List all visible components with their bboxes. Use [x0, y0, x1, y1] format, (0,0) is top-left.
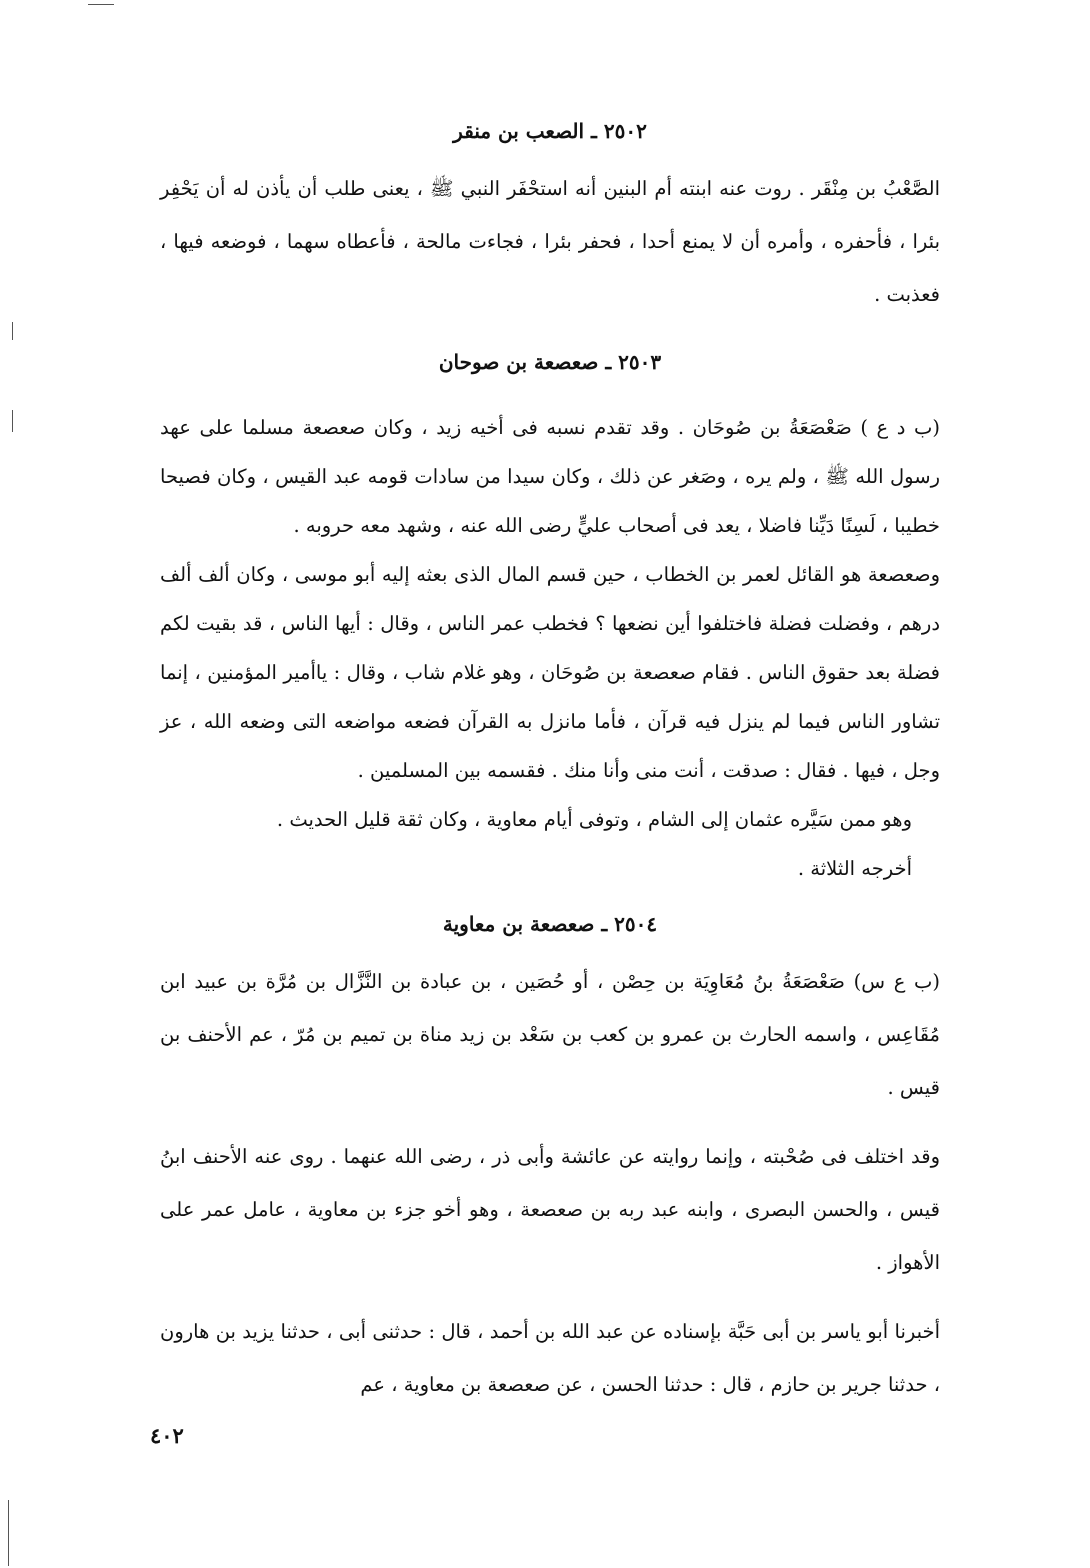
entry-title: ٢٥٠٢ ـ الصعب بن منقر [453, 119, 647, 143]
scan-artifact [12, 410, 13, 432]
entry-paragraph: أخرجه الثلاثة . [797, 857, 912, 880]
scan-artifact [12, 322, 13, 340]
entry-paragraph: وهو ممن سَيَّره عثمان إلى الشام ، وتوفى أيام معاوية ، وكان ثقة قليل الحديث . [276, 808, 912, 831]
entry-paragraph: وقد اختلف فى صُحْبته ، وإنما روايته عن عائشة وأبى ذر ، رضى الله عنهما . روى عنه الأحنف ابنُ قيس ، والحسن البصرى ، وابنه عبد ربه بن صعصعة ، وهو أخو جزء بن معاوية ، عامل عمر على الأهواز . [160, 1145, 940, 1274]
entry-title: ٢٥٠٣ ـ صعصعة بن صوحان [438, 350, 662, 374]
entry-paragraph: وصعصعة هو القائل لعمر بن الخطاب ، حين قسم المال الذى بعثه إليه أبو موسى ، وكان ألف ألف درهم ، وفضلت فضلة فاختلفوا أين نضعها ؟ فخطب عمر الناس ، وقال : أيها الناس ، قد بقيت لكم فضلة بعد حقوق الناس . فقام صعصعة بن صُوحَان ، وهو غلام شاب ، وقال : ياأمير المؤمنين ، إنما تشاور الناس فيما لم ينزل فيه قرآن ، فأما مانزل به القرآن فضعه مواضعه التى وضعه الله ، عز وجل ، فيها . فقال : صدقت ، أنت منى وأنا منك . فقسمه بين المسلمين . [160, 563, 940, 782]
scan-artifact [88, 4, 114, 5]
entry-paragraph: أخبرنا أبو ياسر بن أبى حَبَّة بإسناده عن عبد الله بن أحمد ، قال : حدثنى أبى ، حدثنا يزيد بن هارون ، حدثنا جرير بن حازم ، قال : حدثنا الحسن ، عن صعصعة بن معاوية ، عم [160, 1320, 940, 1396]
scan-artifact [8, 1500, 9, 1566]
page-body [160, 108, 940, 1411]
page-number: ٤٠٢ [150, 1423, 184, 1448]
entry-paragraph: (ب د ع ) صَعْصَعَةُ بن صُوحَان . وقد تقدم نسبه فى أخيه زيد ، وكان صعصعة مسلما على عهد رسول الله ﷺ ، ولم يره ، وصَغر عن ذلك ، وكان سيدا من سادات قومه عبد القيس ، وكان فصيحا خطيبا ، لَسِنًا دَيِّنا فاضلا ، يعد فى أصحاب عليٍّ رضى الله عنه ، وشهد معه حروبه . [160, 416, 940, 537]
entry-paragraph: (ب ع س) صَعْصَعَةُ بنُ مُعَاوِيَة بن حِصْن ، أو حُصَين ، بن عبادة بن النَّزَّال بن مُرَّة بن عبيد ابن مُقَاعِس ، واسمه الحارث بن عمرو بن كعب بن سَعْد بن زيد مناة بن تميم بن مُرّ ، عم الأحنف بن قيس . [160, 970, 940, 1099]
entry-paragraph: الصَّعْبُ بن مِنْقَر . روت عنه ابنته أم البنين أنه استحْفَر النبي ﷺ ، يعنى طلب أن يأذن له أن يَحْفِر بئرا ، فأحفره ، وأمره أن لا يمنع أحدا ، فحفر بئرا ، فجاءت مالحة ، فأعطاه سهما ، فوضعه فيها ، فعذبت . [160, 177, 940, 306]
entry-title: ٢٥٠٤ ـ صعصعة بن معاوية [442, 912, 658, 936]
